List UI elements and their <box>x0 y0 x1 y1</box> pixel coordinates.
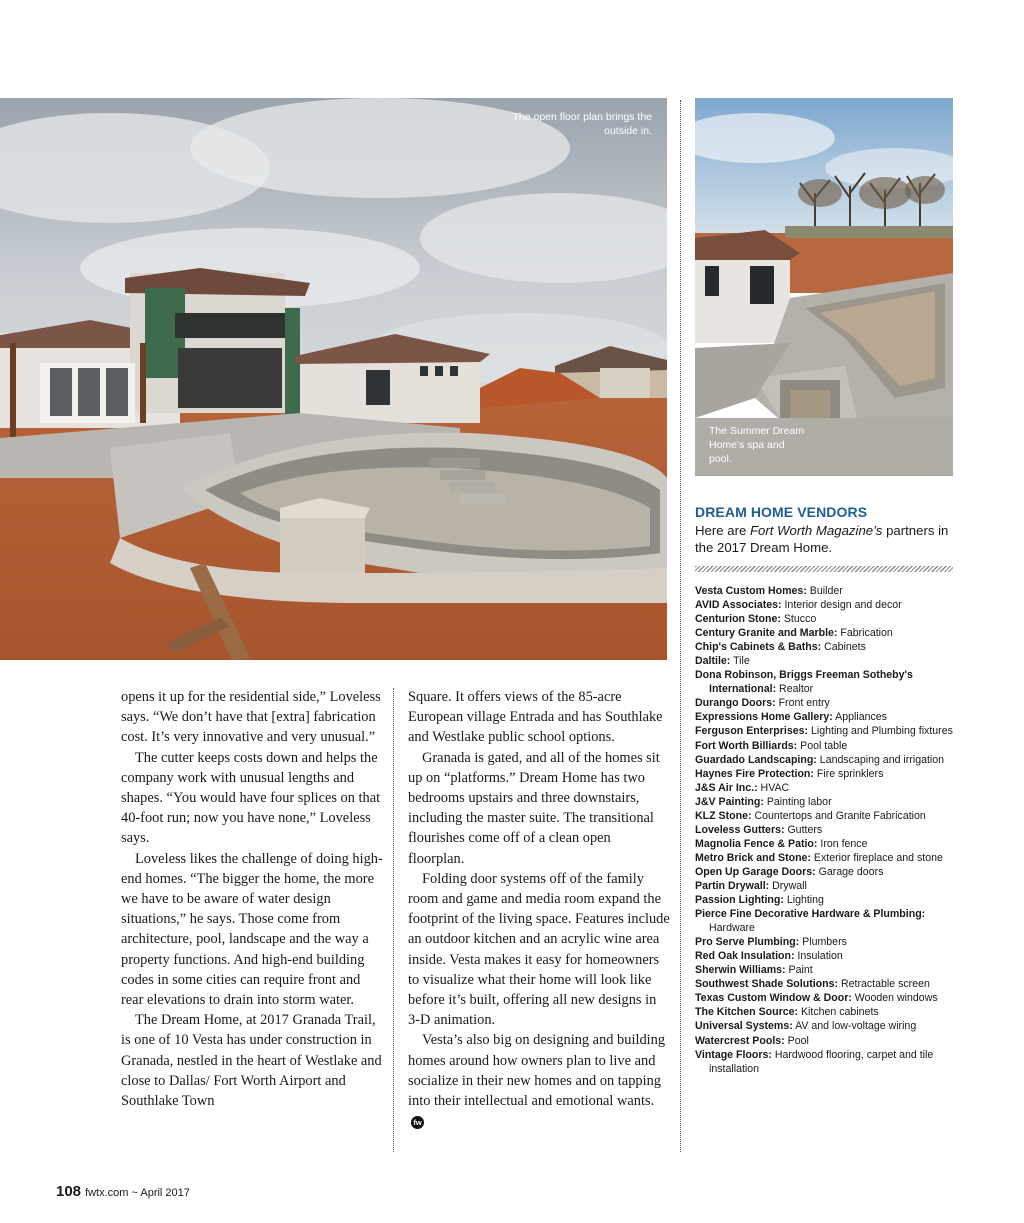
side-photo <box>695 98 953 476</box>
vendor-name: Magnolia Fence & Patio: <box>695 837 818 850</box>
vendor-name: The Kitchen Source: <box>695 1006 799 1019</box>
vendor-name: Haynes Fire Protection: <box>695 767 814 780</box>
vendor-role: Garage doors <box>815 865 884 878</box>
decorative-hatch-rule <box>695 566 953 572</box>
vendor-role: Stucco <box>780 613 817 626</box>
vendor-role: Painting labor <box>763 795 832 808</box>
article-paragraph: opens it up for the residential side,” Loveless says. “We don’t have that [extra] fabrication cost. It’s very innovative and very unusual.” <box>121 689 381 746</box>
vendor-item <box>695 767 957 781</box>
vendor-item <box>695 724 957 738</box>
vendor-role: Hardwood flooring, carpet and tile installation <box>709 1048 934 1075</box>
vendor-item <box>695 654 957 668</box>
vendor-name: Vintage Floors: <box>695 1048 772 1061</box>
article-paragraph: Folding door systems off of the family room and game and media room expand the footprint of the living space. Features include an outdoor kitchen and an acrylic wine area inside. Vesta makes it easy for homeowners to visualize what their home will look like before it’s built, offering all new designs in 3-D animation. <box>408 870 670 1029</box>
folio-site: fwtx.com <box>85 1187 129 1199</box>
vendor-item <box>695 879 957 893</box>
vendor-role: Builder <box>806 585 843 597</box>
vendor-name: Centurion Stone: <box>695 613 781 626</box>
vendor-name: Partin Drywall: <box>695 879 770 892</box>
vendor-name: Passion Lighting: <box>695 894 784 907</box>
vendors-intro-magazine: Fort Worth Magazine’s <box>749 523 883 538</box>
vendor-item <box>695 612 957 626</box>
vendor-role: Drywall <box>769 879 807 892</box>
page-number: 108 <box>56 1183 82 1200</box>
vendor-name: Pierce Fine Decorative Hardware & Plumbing: <box>695 908 926 921</box>
vendor-item <box>695 795 957 809</box>
vendor-name: Watercrest Pools: <box>695 1034 785 1047</box>
vendor-item <box>695 907 957 935</box>
vendor-role: Gutters <box>784 823 823 836</box>
vendor-name: J&S Air Inc.: <box>695 781 758 794</box>
vendor-name: Guardado Landscaping: <box>695 753 817 766</box>
vendor-item <box>695 696 957 710</box>
vendor-name: Pro Serve Plumbing: <box>695 936 800 949</box>
vendor-role: Realtor <box>776 683 814 696</box>
main-photo-caption: The open floor plan brings the outside in. <box>512 111 652 137</box>
vendor-role: HVAC <box>757 781 790 794</box>
vendor-item <box>695 893 957 907</box>
vendor-role: Countertops and Granite Fabrication <box>751 809 926 822</box>
vendor-name: Sherwin Williams: <box>695 964 786 977</box>
vendor-role: Interior design and decor <box>781 599 902 612</box>
vendor-item <box>695 949 957 963</box>
vendor-name: Vesta Custom Homes: <box>695 585 807 597</box>
vendor-role: Appliances <box>832 711 887 724</box>
vendor-name: Century Granite and Marble: <box>695 627 838 640</box>
vendor-item <box>695 977 957 991</box>
vendor-item <box>695 584 957 598</box>
vendor-item <box>695 781 957 795</box>
vendor-item <box>695 640 957 654</box>
vendor-name: Dona Robinson, Briggs Freeman Sotheby's International: <box>695 669 913 696</box>
vendors-intro <box>695 522 955 556</box>
article-paragraph: Square. It offers views of the 85-acre European village Entrada and has Southlake and Westlake public school options. <box>408 689 663 746</box>
vendor-name: Southwest Shade Solutions: <box>695 978 839 991</box>
vendor-item <box>695 809 957 823</box>
vendor-role: Hardware <box>709 922 755 935</box>
vendor-item <box>695 823 957 837</box>
side-photo-caption: The Summer Dream Home's spa and pool. <box>709 425 805 465</box>
column-divider-right <box>680 100 681 1152</box>
vendor-role: Pool table <box>797 739 848 752</box>
vendor-item <box>695 739 957 753</box>
vendor-item <box>695 991 957 1005</box>
vendor-name: Expressions Home Gallery: <box>695 711 833 724</box>
vendor-role: Plumbers <box>799 936 847 949</box>
folio-issue: April 2017 <box>140 1187 190 1199</box>
main-photo <box>0 98 667 660</box>
vendor-item <box>695 626 957 640</box>
vendor-role: AV and low-voltage wiring <box>792 1020 917 1033</box>
vendor-role: Exterior fireplace and stone <box>810 851 943 864</box>
vendor-item <box>695 837 957 851</box>
vendor-name: Loveless Gutters: <box>695 823 785 836</box>
article-paragraph: The Dream Home, at 2017 Granada Trail, is one of 10 Vesta has under construction in Granada, nestled in the heart of Westlake and close to Dallas/ Fort Worth Airport and Southlake Town <box>121 1012 382 1110</box>
vendor-item <box>695 598 957 612</box>
article-paragraph: Granada is gated, and all of the homes sit up on “platforms.” Dream Home has two bedrooms upstairs and three downstairs, including the master suite. The transitional flourishes come off of a clean open floorplan. <box>408 749 660 867</box>
page-folio <box>56 1183 190 1200</box>
vendor-name: Texas Custom Window & Door: <box>695 992 852 1005</box>
article-column-1 <box>121 687 383 1111</box>
vendor-name: Fort Worth Billiards: <box>695 739 798 752</box>
vendor-item <box>695 668 957 696</box>
vendor-role: Iron fence <box>817 837 868 850</box>
vendor-item <box>695 1019 957 1033</box>
vendors-intro-suffix: partners in the 2017 Dream Home. <box>695 523 949 555</box>
vendor-role: Retractable screen <box>838 978 930 991</box>
vendor-item <box>695 1048 957 1076</box>
vendor-item <box>695 1005 957 1019</box>
vendor-role: Lighting <box>783 894 824 907</box>
vendor-item <box>695 935 957 949</box>
vendor-role: Fabrication <box>837 627 893 640</box>
vendor-name: Daltile: <box>695 655 731 668</box>
fw-end-mark-icon: fw <box>411 1116 424 1129</box>
vendor-role: Paint <box>785 964 813 977</box>
vendor-role: Wooden windows <box>851 992 938 1005</box>
article-paragraph-text: Vesta’s also big on designing and building homes around how owners plan to live and socialize in their new homes and on tapping into their intellectual and emotional wants. <box>408 1032 666 1110</box>
vendor-name: Red Oak Insulation: <box>695 950 795 963</box>
article-paragraph: Loveless likes the challenge of doing high-end homes. “The bigger the home, the more we have to be aware of water design situations,” he says. Those come from architecture, pool, landscape and the way a property functions. And high-end building codes in some cities can require front and rear elevations to drain into storm water. <box>121 850 383 1009</box>
vendor-role: Landscaping and irrigation <box>816 753 945 766</box>
vendors-intro-prefix: Here are <box>695 523 750 538</box>
vendor-name: Metro Brick and Stone: <box>695 851 811 864</box>
column-divider-middle <box>393 688 394 1152</box>
vendor-role: Fire sprinklers <box>813 767 884 780</box>
vendor-item <box>695 1034 957 1048</box>
vendor-name: AVID Associates: <box>695 599 782 612</box>
vendor-name: Durango Doors: <box>695 697 776 710</box>
vendor-role: Tile <box>730 655 750 668</box>
article-paragraph-last <box>408 1030 670 1131</box>
vendor-name: Ferguson Enterprises: <box>695 725 809 738</box>
vendor-list <box>695 584 957 1076</box>
vendor-item <box>695 710 957 724</box>
vendor-item <box>695 851 957 865</box>
article-column-2 <box>408 687 670 1131</box>
vendors-title: DREAM HOME VENDORS <box>695 504 868 520</box>
vendor-item <box>695 753 957 767</box>
vendor-role: Kitchen cabinets <box>798 1006 879 1019</box>
vendor-item <box>695 963 957 977</box>
vendor-role: Insulation <box>794 950 843 963</box>
vendor-role: Lighting and Plumbing fixtures <box>808 725 953 738</box>
vendor-name: J&V Painting: <box>695 795 764 808</box>
vendor-item <box>695 865 957 879</box>
vendor-name: Universal Systems: <box>695 1020 793 1033</box>
vendor-role: Cabinets <box>821 641 866 654</box>
vendor-name: Open Up Garage Doors: <box>695 865 816 878</box>
folio-separator: ~ <box>128 1187 141 1199</box>
article-paragraph: The cutter keeps costs down and helps the company work with unusual lengths and shapes. “You would have four splices on that 40-foot run; now you have none,” Loveless says. <box>121 749 381 847</box>
vendor-name: Chip's Cabinets & Baths: <box>695 641 822 654</box>
vendor-role: Front entry <box>775 697 830 710</box>
vendor-name: KLZ Stone: <box>695 809 752 822</box>
vendor-role: Pool <box>784 1034 809 1047</box>
